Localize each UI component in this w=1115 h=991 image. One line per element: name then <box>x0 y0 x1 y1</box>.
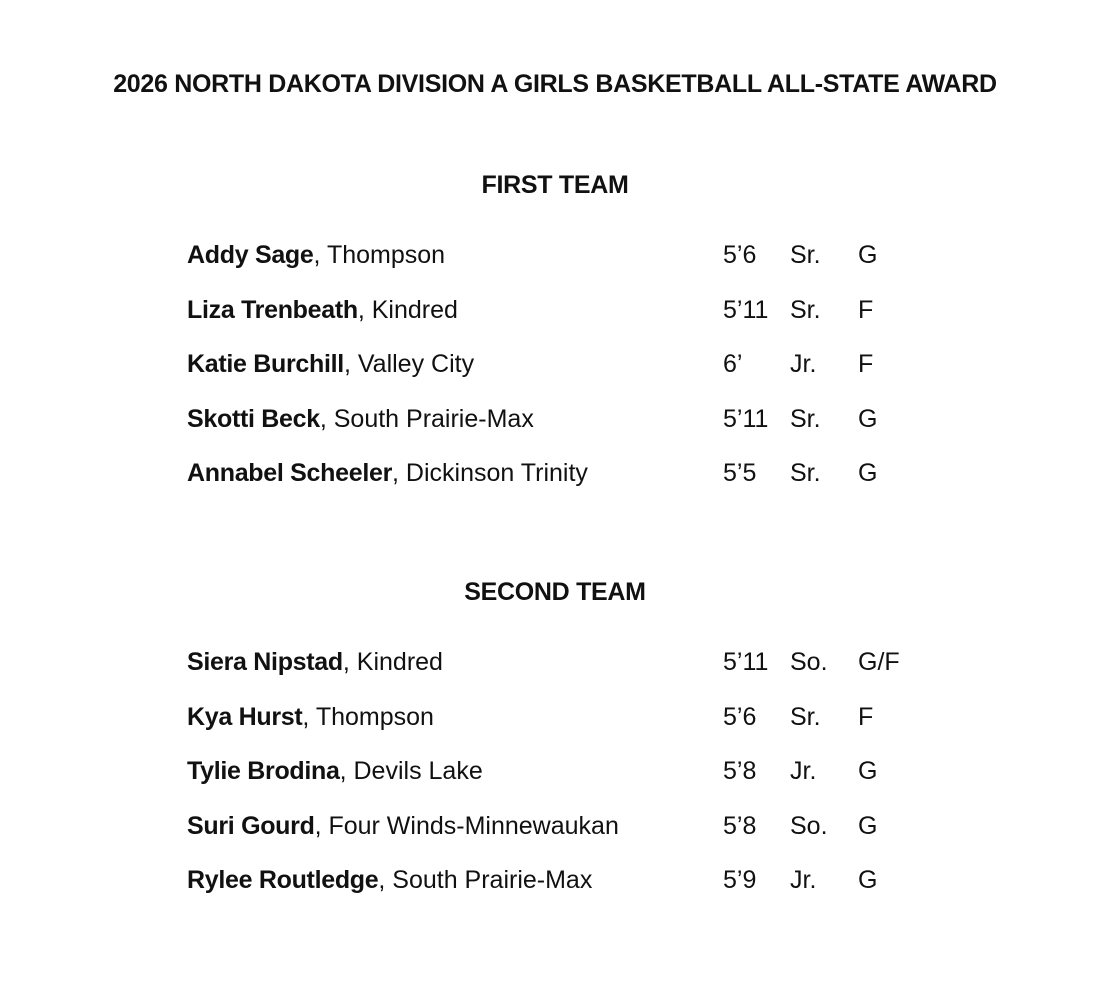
player-name: Liza Trenbeath <box>187 295 358 324</box>
player-position: G <box>858 757 878 786</box>
page-title: 2026 NORTH DAKOTA DIVISION A GIRLS BASKETBALL ALL-STATE AWARD <box>113 70 997 98</box>
player-year: Sr. <box>790 404 821 433</box>
player-name-school <box>187 346 474 382</box>
player-school: , Kindred <box>342 648 443 676</box>
player-year: So. <box>790 811 828 840</box>
player-name-school <box>187 753 483 789</box>
player-row <box>187 699 947 754</box>
player-position: F <box>858 350 874 379</box>
player-position: G <box>858 459 878 488</box>
player-year: Sr. <box>790 241 821 269</box>
player-school: , Devils Lake <box>339 757 483 786</box>
player-school: , Thompson <box>302 702 434 731</box>
player-name: Skotti Beck <box>187 404 320 433</box>
player-height: 5’8 <box>723 811 757 840</box>
player-row <box>187 862 947 917</box>
player-height: 5’8 <box>723 757 757 786</box>
player-position: G <box>858 866 878 895</box>
player-name: Rylee Routledge <box>187 866 379 895</box>
player-height: 5’11 <box>723 404 769 433</box>
player-row <box>187 753 947 808</box>
player-row <box>187 292 947 347</box>
player-name: Addy Sage <box>187 241 314 269</box>
player-position: F <box>858 702 874 731</box>
player-school: , South Prairie-Max <box>378 866 593 895</box>
player-school: , Kindred <box>357 295 458 324</box>
player-row <box>187 346 947 401</box>
player-height: 5’6 <box>723 702 757 731</box>
player-school: , Four Winds-Minnewaukan <box>314 811 619 840</box>
player-name: Tylie Brodina <box>187 757 340 786</box>
player-height: 5’9 <box>723 866 757 895</box>
player-height: 5’6 <box>723 241 757 269</box>
player-name-school <box>187 237 445 273</box>
player-height: 6’ <box>723 350 743 379</box>
player-height: 5’11 <box>723 648 769 676</box>
player-school: , Dickinson Trinity <box>392 459 588 488</box>
first-team-heading: FIRST TEAM <box>481 171 629 199</box>
player-name-school <box>187 292 458 328</box>
player-year: So. <box>790 648 828 676</box>
player-year: Jr. <box>790 866 817 895</box>
player-name-school <box>187 455 588 491</box>
player-school: , Valley City <box>343 350 475 379</box>
player-position: G <box>858 404 878 433</box>
player-height: 5’11 <box>723 295 769 324</box>
second-team-heading: SECOND TEAM <box>464 578 646 606</box>
player-row <box>187 644 947 699</box>
player-row <box>187 455 947 510</box>
player-row <box>187 401 947 456</box>
player-position: G <box>858 811 878 840</box>
player-position: G <box>858 241 878 269</box>
player-year: Sr. <box>790 459 821 488</box>
player-position: F <box>858 295 874 324</box>
player-name-school <box>187 862 592 898</box>
player-name: Siera Nipstad <box>187 648 343 676</box>
player-name-school <box>187 644 443 680</box>
first-team-roster <box>187 237 947 510</box>
player-name-school <box>187 808 619 844</box>
second-team-roster <box>187 644 947 917</box>
player-row <box>187 808 947 863</box>
player-row <box>187 237 947 292</box>
player-year: Jr. <box>790 350 817 379</box>
player-name: Kya Hurst <box>187 702 303 731</box>
player-name-school <box>187 699 434 735</box>
player-year: Sr. <box>790 702 821 731</box>
player-name: Suri Gourd <box>187 811 315 840</box>
player-height: 5’5 <box>723 459 757 488</box>
player-name-school <box>187 401 534 437</box>
player-school: , Thompson <box>313 241 446 269</box>
player-position: G/F <box>858 648 900 676</box>
player-name: Katie Burchill <box>187 350 344 379</box>
player-name: Annabel Scheeler <box>187 459 393 488</box>
player-year: Sr. <box>790 295 821 324</box>
player-year: Jr. <box>790 757 817 786</box>
player-school: , South Prairie-Max <box>319 404 534 433</box>
